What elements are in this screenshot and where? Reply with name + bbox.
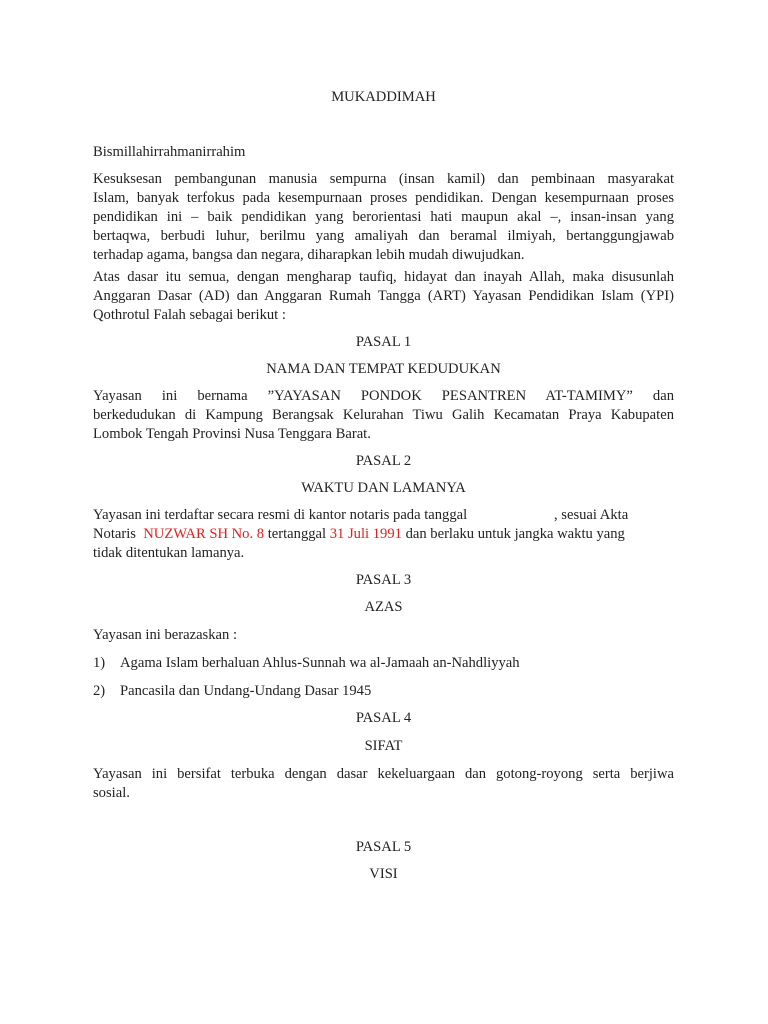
notary-name: NUZWAR SH No. 8: [143, 526, 265, 542]
pasal-3-title: AZAS: [364, 599, 403, 615]
pasal-4-line: Yayasan ini bersifat terbuka dengan dasar kekeluargaan dan gotong-royong serta berjiwa: [93, 766, 674, 782]
list-item: [93, 654, 674, 673]
pasal-5-heading: PASAL 5: [355, 839, 412, 855]
pasal-4-heading: PASAL 4: [355, 710, 412, 726]
pasal-4-title: SIFAT: [364, 738, 403, 754]
tertanggal-label: tertanggal: [267, 526, 327, 542]
pasal-1-title: NAMA DAN TEMPAT KEDUDUKAN: [266, 361, 501, 377]
mukaddimah-p2-line: Atas dasar itu semua, dengan mengharap taufiq, hidayat dan inayah Allah, maka disusunlah: [93, 269, 674, 285]
pasal-3-intro: Yayasan ini berazaskan :: [93, 627, 238, 643]
pasal-2-akta-text: , sesuai Akta: [554, 507, 629, 523]
document-title: MUKADDIMAH: [331, 89, 436, 105]
mukaddimah-p2-line: Qothrotul Falah sebagai berikut :: [93, 307, 286, 323]
pasal-5-title: VISI: [369, 866, 398, 882]
mukaddimah-p1-line: bertaqwa, berbudi luhur, berilmu yang amaliyah dan beramal ilmiyah, bertanggungjawab: [93, 228, 674, 244]
pasal-2-line: [93, 506, 674, 525]
mukaddimah-p2-line: Anggaran Dasar (AD) dan Anggaran Rumah Tangga (ART) Yayasan Pendidikan Islam (YPI): [93, 288, 674, 304]
pasal-2-registration-text: Yayasan ini terdaftar secara resmi di kantor notaris pada tanggal: [93, 507, 468, 523]
pasal-2-line: [93, 525, 674, 544]
notary-date: 31 Juli 1991: [329, 526, 402, 542]
list-item-text: Agama Islam berhaluan Ahlus-Sunnah wa al-Jamaah an-Nahdliyyah: [120, 655, 520, 671]
pasal-1-line: Yayasan ini bernama ”YAYASAN PONDOK PESANTREN AT-TAMIMY” dan: [93, 388, 674, 404]
opening-basmalah: Bismillahirrahmanirrahim: [93, 144, 246, 160]
mukaddimah-p1-line: terhadap agama, bangsa dan negara, diharapkan lebih mudah diwujudkan.: [93, 247, 525, 263]
pasal-2-line: tidak ditentukan lamanya.: [93, 545, 245, 561]
pasal-1-line: Lombok Tengah Provinsi Nusa Tenggara Barat.: [93, 426, 371, 442]
list-item-text: Pancasila dan Undang-Undang Dasar 1945: [120, 683, 372, 699]
pasal-4-line: sosial.: [93, 785, 130, 801]
validity-text: dan berlaku untuk jangka waktu yang: [405, 526, 625, 542]
list-item: [93, 682, 674, 701]
mukaddimah-p1-line: pendidikan ini – baik pendidikan yang berorientasi hati maupun akal –, insan-insan yang: [93, 209, 674, 225]
mukaddimah-p1-line: Islam, banyak terfokus pada kesempurnaan proses pendidikan. Dengan kesempurnaan proses: [93, 190, 674, 206]
list-item-number: 1): [93, 655, 106, 671]
pasal-3-heading: PASAL 3: [355, 572, 412, 588]
notaris-label: Notaris: [93, 526, 136, 542]
pasal-2-title: WAKTU DAN LAMANYA: [301, 480, 466, 496]
list-item-number: 2): [93, 683, 106, 699]
mukaddimah-p1-line: Kesuksesan pembangunan manusia sempurna (insan kamil) dan pembinaan masyarakat: [93, 171, 674, 187]
pasal-2-heading: PASAL 2: [355, 453, 412, 469]
pasal-1-heading: PASAL 1: [355, 334, 412, 350]
pasal-1-line: berkedudukan di Kampung Berangsak Kelurahan Tiwu Galih Kecamatan Praya Kabupaten: [93, 407, 674, 423]
